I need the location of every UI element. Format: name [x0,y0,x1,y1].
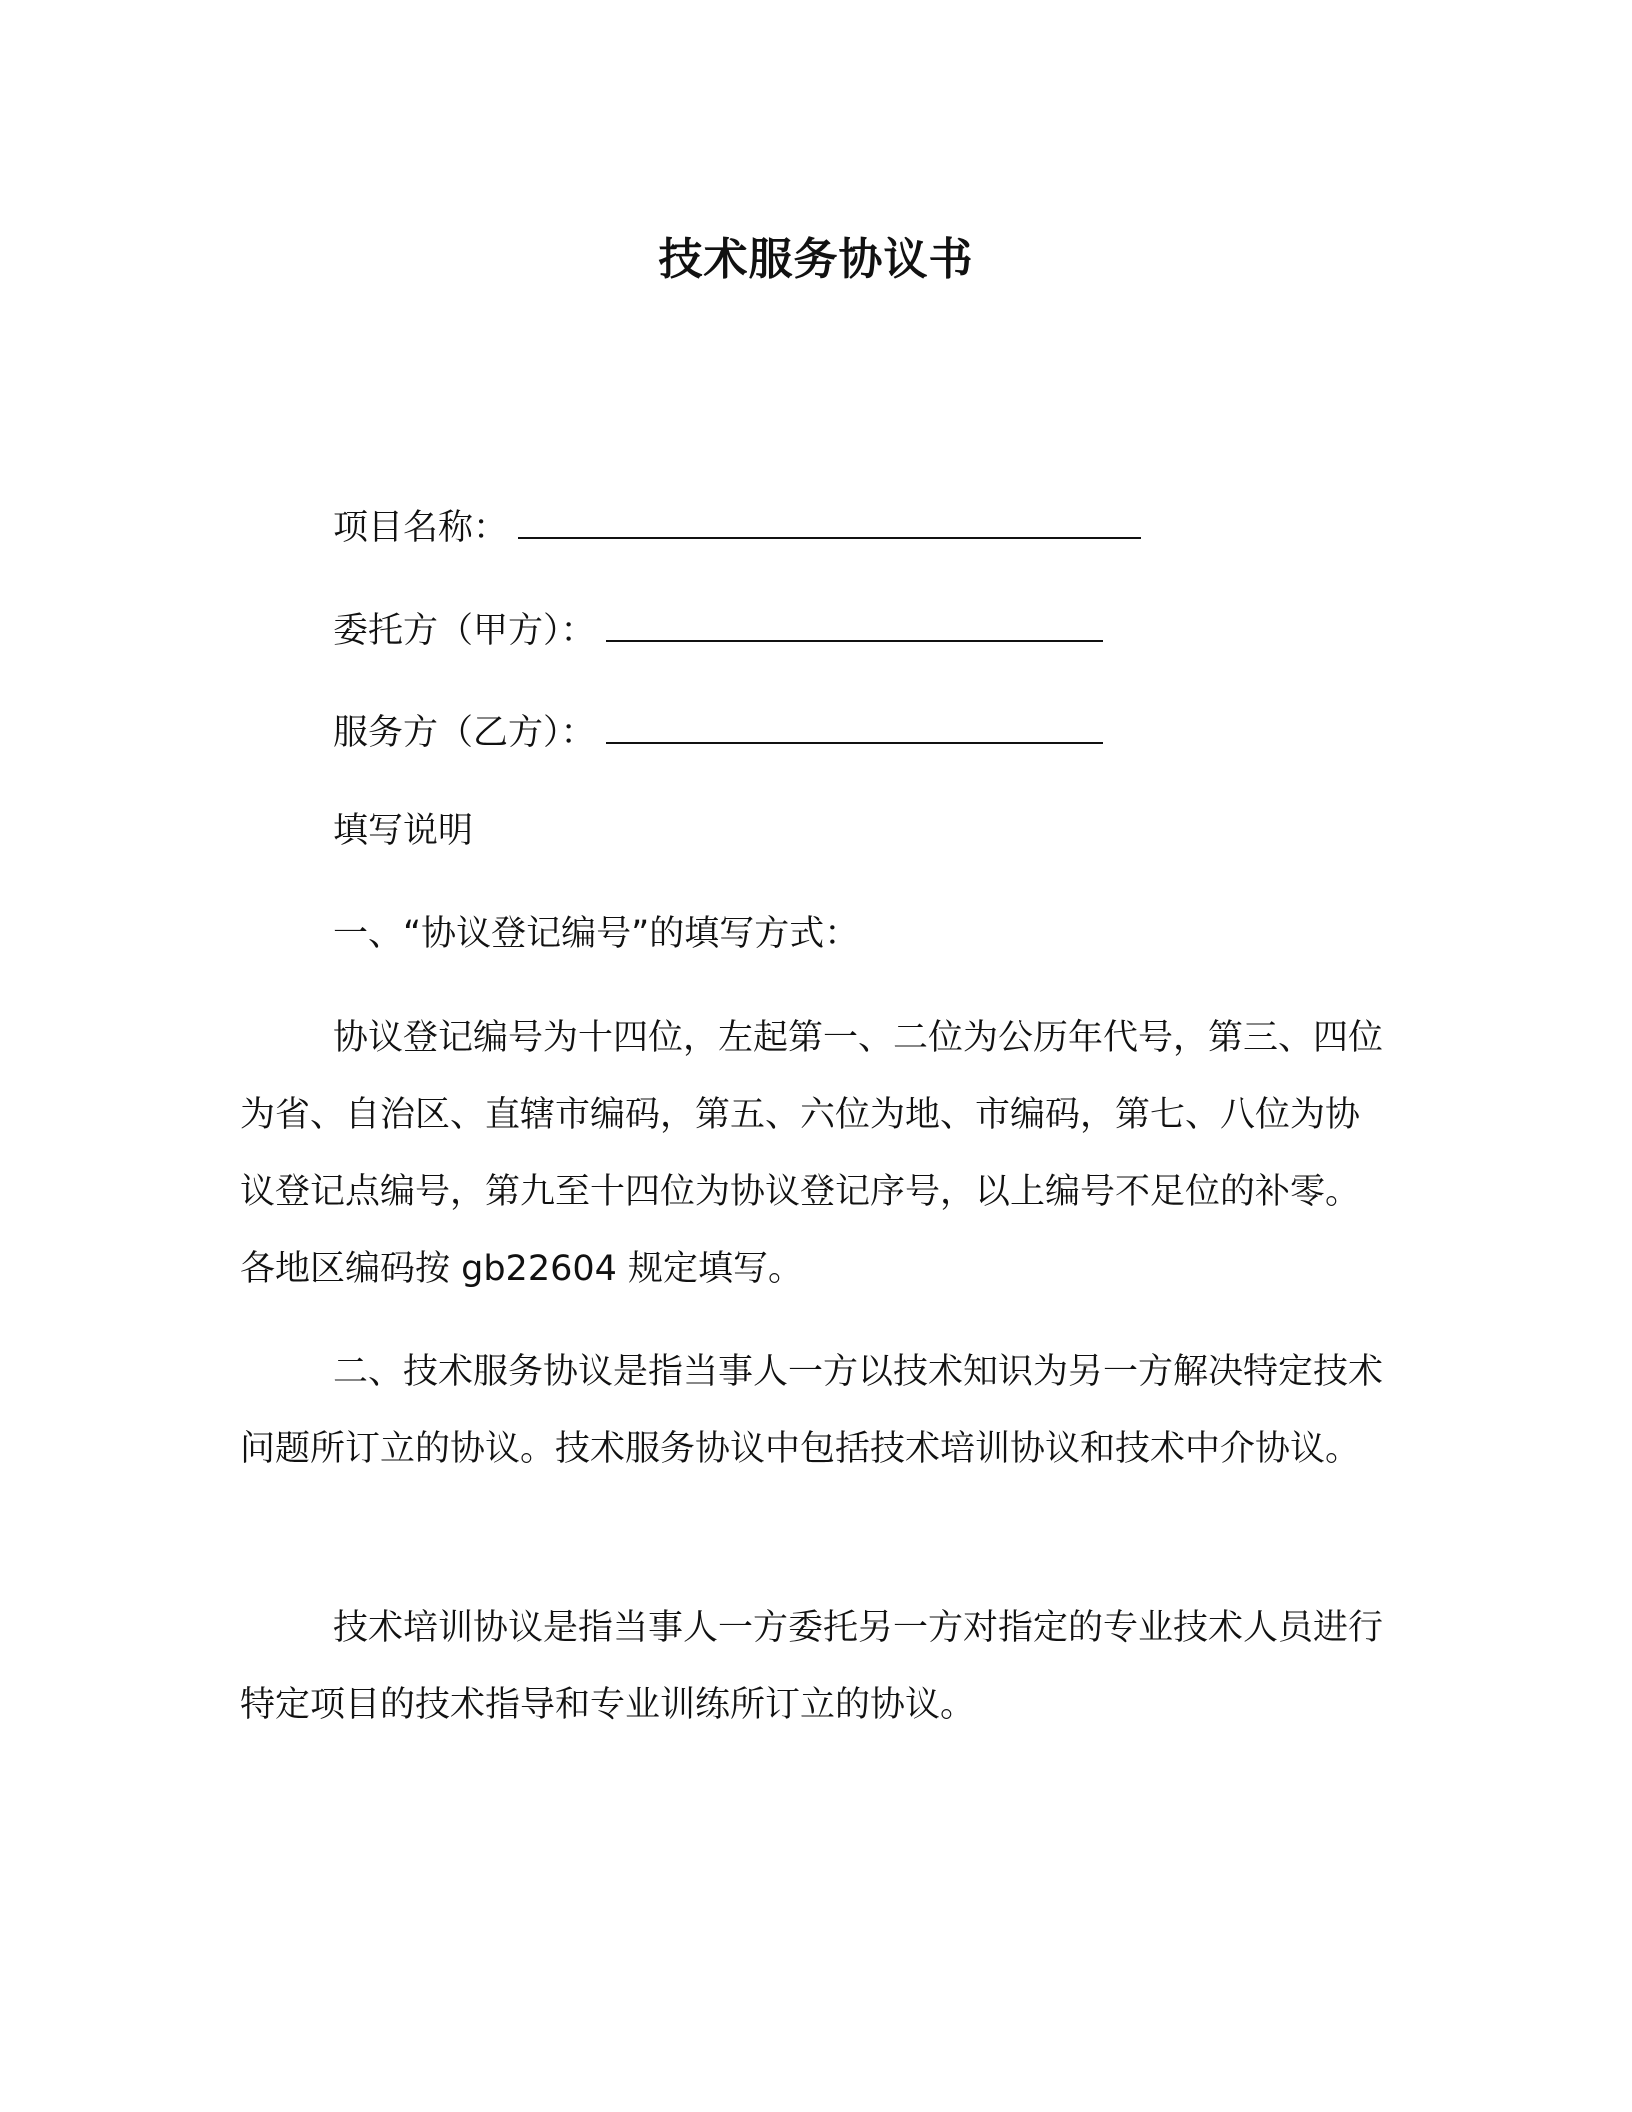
instructions-heading: 填写说明 [333,811,474,851]
field-project-name [333,500,1141,550]
paragraph-service-definition: 二、技术服务协议是指当事人一方以技术知识为另一方解决特定技术问题所订立的协议。技术服务协议中包括技术培训协议和技术中介协议。 [240,1352,1384,1469]
field-party-b [333,705,1103,755]
field-party-a [333,603,1103,653]
blank-line[interactable] [606,714,1103,744]
field-label: 项目名称： [333,508,509,548]
document-title: 技术服务协议书 [658,234,974,285]
field-label: 服务方（乙方）： [333,713,596,753]
paragraph-training-definition: 技术培训协议是指当事人一方委托另一方对指定的专业技术人员进行特定项目的技术指导和专业训练所订立的协议。 [240,1608,1384,1725]
field-label: 委托方（甲方）： [333,611,596,651]
blank-line[interactable] [518,509,1141,539]
paragraph-registration-number: 协议登记编号为十四位，左起第一、二位为公历年代号，第三、四位为省、自治区、直辖市编码，第五、六位为地、市编码，第七、八位为协议登记点编号，第九至十四位为协议登记序号，以上编号不足位的补零。各地区编码按 gb22604 规定填写。 [240,1018,1384,1289]
section-1-heading: 一、“协议登记编号”的填写方式： [333,914,860,954]
blank-line[interactable] [606,612,1103,642]
